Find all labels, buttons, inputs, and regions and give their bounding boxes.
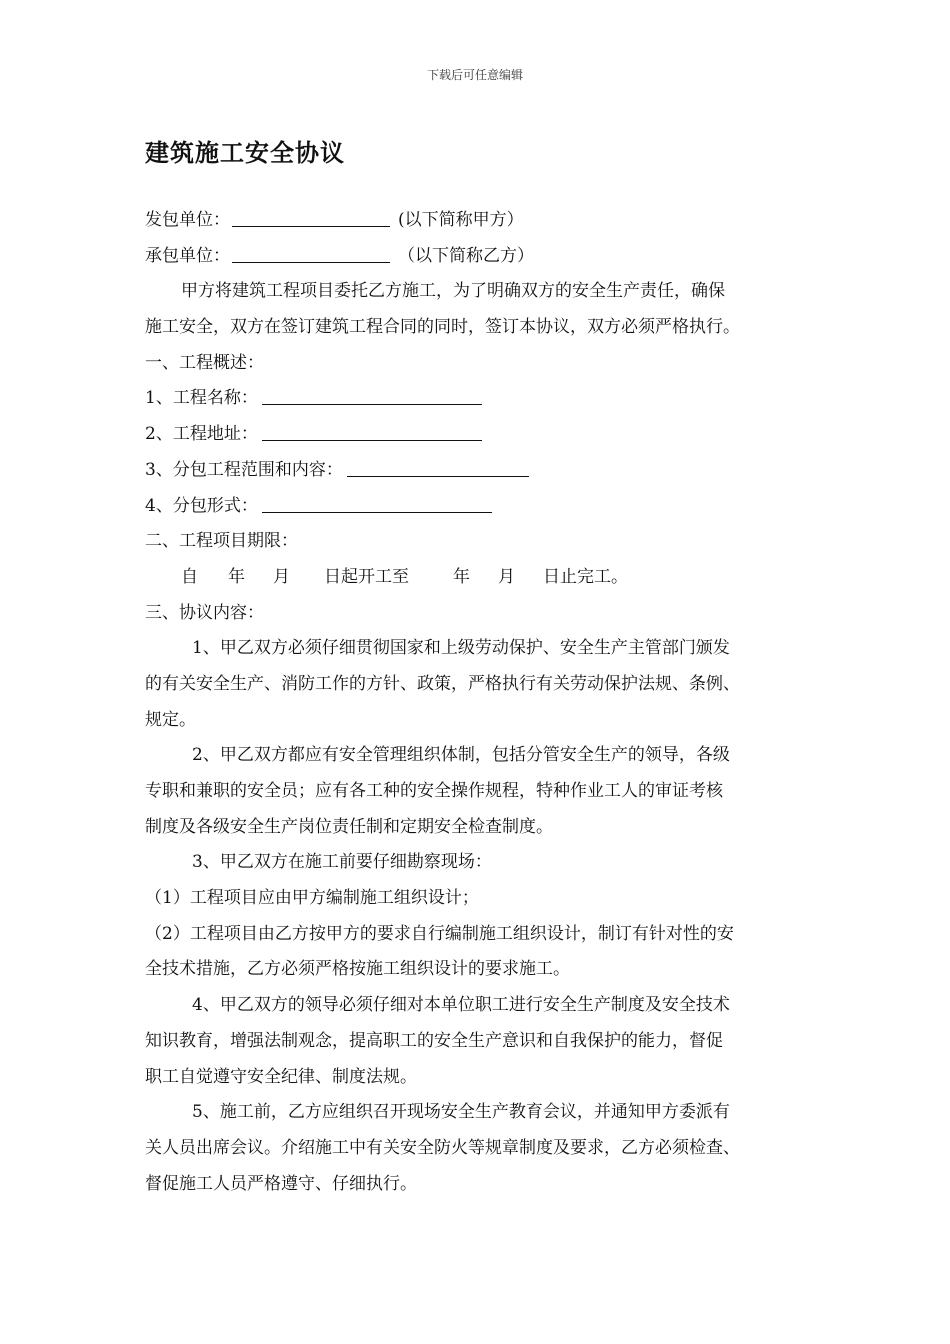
intro-line-2: 施工安全，双方在签订建筑工程合同的同时，签订本协议，双方必须严格执行。: [145, 317, 740, 338]
party-b-line: [145, 239, 810, 275]
period-from: 自: [181, 566, 198, 587]
section3-heading: 三、协议内容：: [145, 602, 264, 623]
project-address-blank: [262, 422, 482, 441]
form-line: [145, 489, 810, 525]
clause-line: 规定。: [145, 709, 196, 730]
project-address-label: 2、工程地址：: [145, 424, 258, 445]
intro-line-1: 甲方将建筑工程项目委托乙方施工，为了明确双方的安全生产责任，确保: [181, 281, 725, 302]
clause-line: 督促施工人员严格遵守、仔细执行。: [145, 1173, 417, 1194]
period-start-month: 月: [273, 566, 290, 587]
clause-line: 全技术措施，乙方必须严格按施工组织设计的要求施工。: [145, 959, 570, 980]
scope-line: [145, 453, 810, 489]
clause-line: 2、甲乙双方都应有安全管理组织体制，包括分管安全生产的领导，各级: [192, 745, 730, 766]
project-name-blank: [262, 386, 482, 405]
party-a-line: [145, 203, 810, 239]
clause-line: 5、施工前，乙方应组织召开现场安全生产教育会议，并通知甲方委派有: [192, 1102, 730, 1123]
clause-line: 的有关安全生产、消防工作的方针、政策，严格执行有关劳动保护法规、条例、: [145, 673, 740, 694]
section1-heading: 一、工程概述：: [145, 352, 264, 373]
party-b-note: （以下简称乙方）: [398, 245, 534, 266]
project-name-label: 1、工程名称：: [145, 388, 258, 409]
party-a-blank: [232, 208, 390, 227]
project-address-line: [145, 417, 810, 453]
clause-line: （2）工程项目由乙方按甲方的要求自行编制施工组织设计，制订有针对性的安: [145, 923, 734, 944]
party-b-label: 承包单位：: [145, 245, 230, 266]
clause-line: 关人员出席会议。介绍施工中有关安全防火等规章制度及要求，乙方必须检查、: [145, 1137, 740, 1158]
period-start-day: 日起开工至: [324, 566, 409, 587]
clause-line: 1、甲乙双方必须仔细贯彻国家和上级劳动保护、安全生产主管部门颁发: [192, 638, 730, 659]
period-end-year: 年: [453, 566, 470, 587]
header-note: 下载后可任意编辑: [426, 68, 523, 82]
party-a-label: 发包单位：: [145, 210, 230, 230]
party-b-blank: [232, 244, 390, 263]
clause-line: 3、甲乙双方在施工前要仔细勘察现场：: [192, 852, 492, 873]
period-end-month: 月: [498, 566, 515, 587]
clause-line: 职工自觉遵守安全纪律、制度法规。: [145, 1066, 417, 1087]
section2-heading: 二、工程项目期限：: [145, 531, 298, 552]
period-start-year: 年: [228, 566, 245, 587]
clause-line: 专职和兼职的安全员；应有各工种的安全操作规程，特种作业工人的审证考核: [145, 781, 723, 801]
scope-label: 3、分包工程范围和内容：: [145, 459, 343, 480]
project-name-line: [145, 381, 810, 417]
document-body: [145, 203, 810, 1202]
document-title: 建筑施工安全协议: [145, 138, 345, 167]
clause-line: 4、甲乙双方的领导必须仔细对本单位职工进行安全生产制度及安全技术: [192, 995, 730, 1016]
party-a-note: (以下简称甲方）: [398, 210, 524, 230]
form-blank: [262, 494, 492, 513]
scope-blank: [347, 458, 529, 477]
period-line: [145, 560, 810, 596]
clause-line: 制度及各级安全生产岗位责任制和定期安全检查制度。: [145, 816, 553, 837]
form-label: 4、分包形式：: [145, 495, 258, 516]
clause-line: 知识教育，增强法制观念，提高职工的安全生产意识和自我保护的能力，督促: [145, 1030, 723, 1051]
period-end-day: 日止完工。: [543, 566, 628, 587]
clause-line: （1）工程项目应由甲方编制施工组织设计；: [145, 888, 479, 909]
